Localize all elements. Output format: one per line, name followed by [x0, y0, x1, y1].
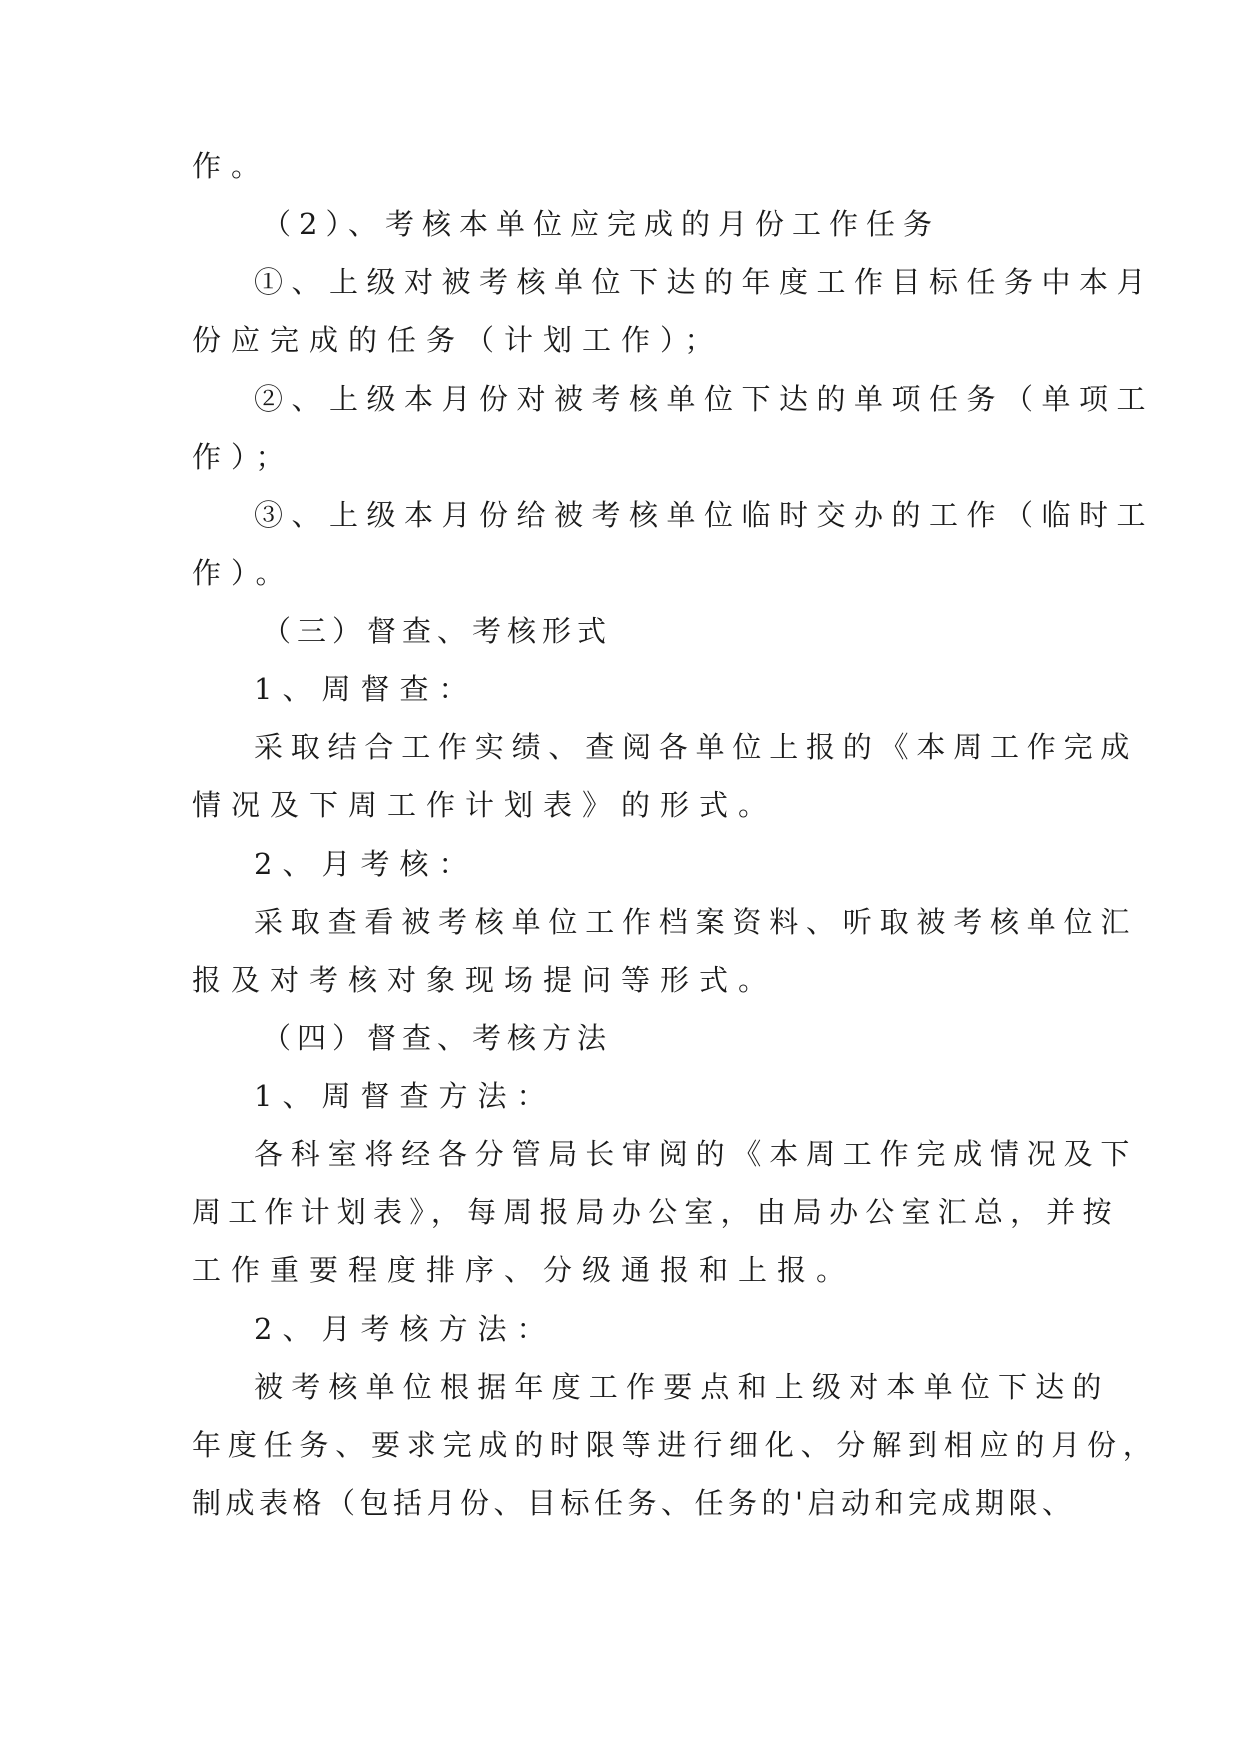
text-line: 工作重要程度排序、分级通报和上报。 — [192, 1253, 856, 1287]
text-line: ②、上级本月份对被考核单位下达的单项任务（单项工 — [254, 382, 1155, 416]
text-line: 情况及下周工作计划表》的形式。 — [192, 788, 778, 822]
text-line: ①、上级对被考核单位下达的年度工作目标任务中本月 — [254, 265, 1155, 299]
text-line: 作）。 — [192, 556, 295, 590]
sub-heading: 1、周督查： — [254, 672, 478, 706]
text-line: 制成表格（包括月份、目标任务、任务的'启动和完成期限、 — [192, 1486, 1076, 1520]
text-line: 作。 — [192, 149, 271, 183]
section-heading: （三）督查、考核形式 — [262, 614, 613, 648]
text-line: 采取查看被考核单位工作档案资料、听取被考核单位汇 — [254, 905, 1138, 939]
text-line: 作）； — [192, 440, 295, 474]
text-line: 年度任务、要求完成的时限等进行细化、分解到相应的月份， — [192, 1428, 1159, 1462]
text-line: 报及对考核对象现场提问等形式。 — [192, 963, 778, 997]
section-heading: （四）督查、考核方法 — [262, 1021, 613, 1055]
sub-heading: 2、月考核： — [254, 847, 478, 881]
text-line: ③、上级本月份给被考核单位临时交办的工作（临时工 — [254, 498, 1155, 532]
text-line: 份应完成的任务（计划工作）； — [192, 323, 724, 357]
sub-heading: 1、周督查方法： — [254, 1079, 556, 1113]
text-line: 被考核单位根据年度工作要点和上级对本单位下达的 — [254, 1370, 1110, 1404]
text-line: 周工作计划表》，每周报局办公室，由局办公室汇总，并按 — [192, 1195, 1119, 1229]
text-line: 各科室将经各分管局长审阅的《本周工作完成情况及下 — [254, 1137, 1138, 1171]
text-line: （2）、考核本单位应完成的月份工作任务 — [262, 207, 940, 241]
text-line: 采取结合工作实绩、查阅各单位上报的《本周工作完成 — [254, 730, 1138, 764]
sub-heading: 2、月考核方法： — [254, 1312, 556, 1346]
